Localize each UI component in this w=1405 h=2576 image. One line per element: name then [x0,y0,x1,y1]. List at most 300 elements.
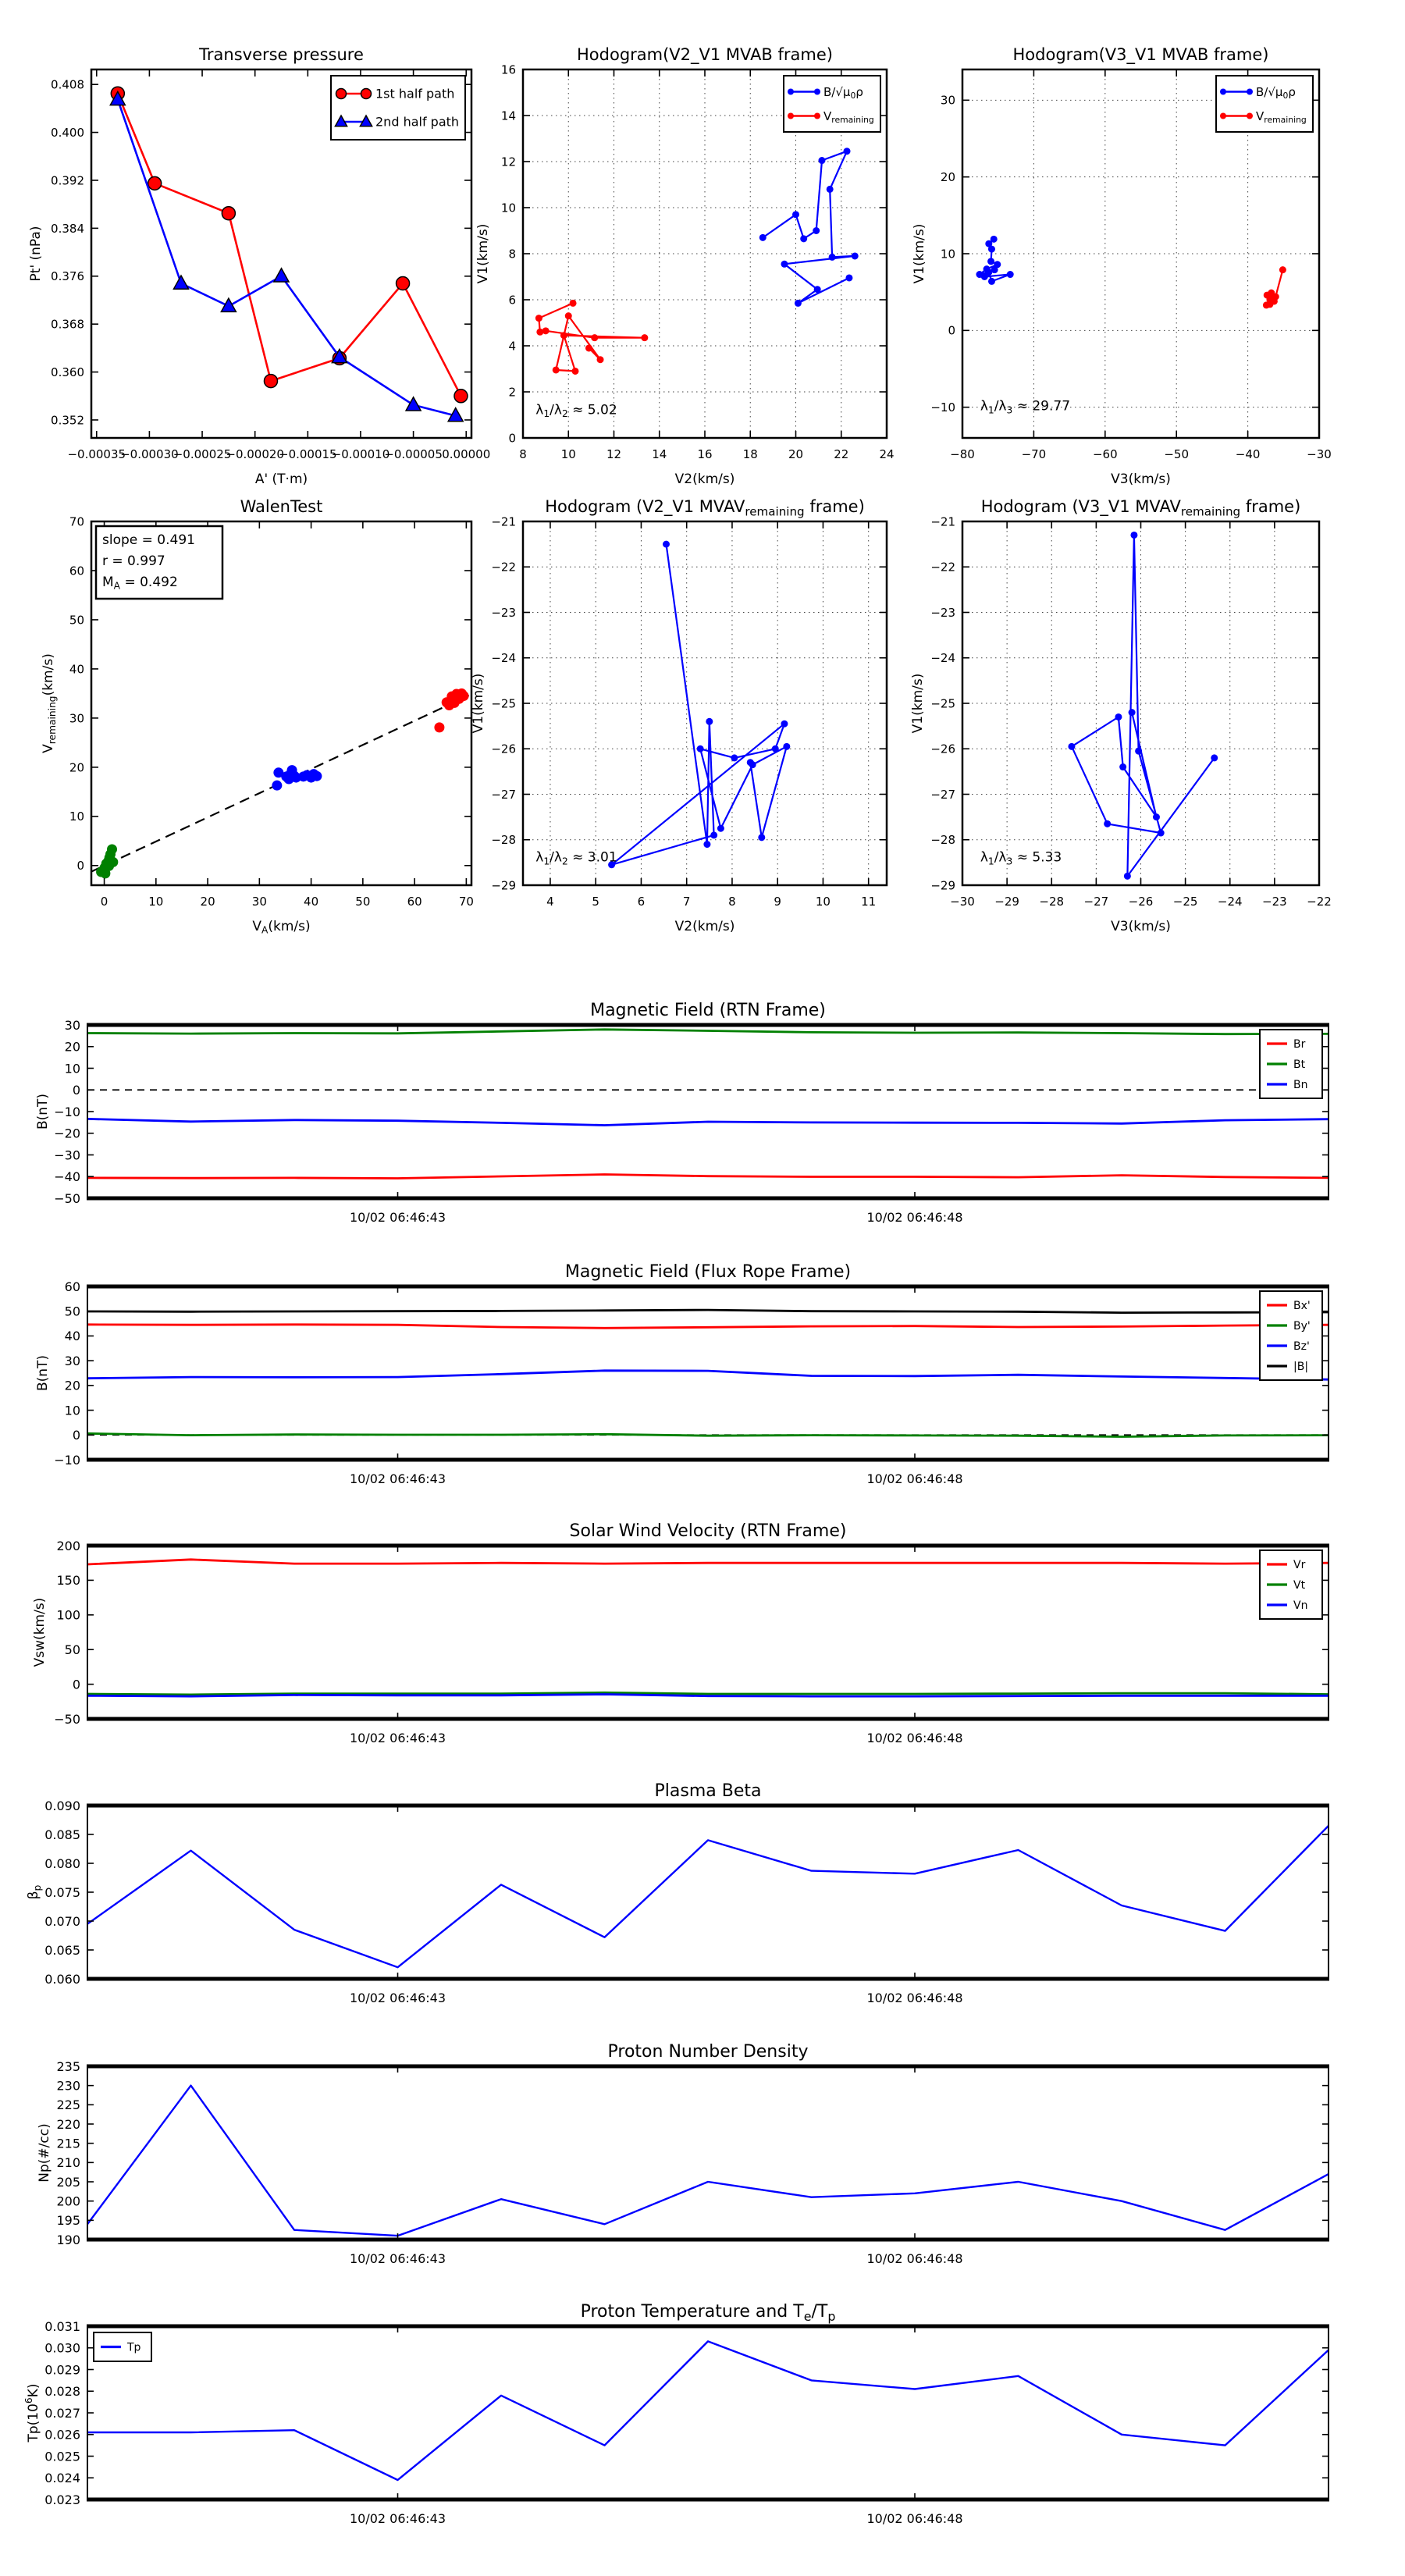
series-Bz' [87,1371,1329,1379]
y-tick-label: −23 [491,605,516,620]
series-marker [813,227,820,234]
series-marker [697,745,704,753]
y-axis-label: B(nT) [35,1354,51,1392]
y-tick-label: 200 [56,1538,80,1553]
x-tick-label: 50 [355,895,371,909]
y-tick-label: 0.029 [44,2362,80,2378]
y-tick-label: 0.400 [51,125,84,140]
y-tick-label: 0.360 [51,365,84,379]
y-tick-label: 190 [56,2232,80,2247]
legend-label: 1st half path [375,86,455,101]
series-marker [663,541,670,548]
x-tick-label: 30 [251,895,267,909]
series-marker [311,771,322,781]
x-axis-label: V2(km/s) [674,919,735,934]
chart-proton-number-density [37,2042,1329,2266]
series-beta p [87,1826,1329,1967]
series-marker [542,327,550,334]
stats-line: r = 0.997 [102,553,165,569]
series-marker [565,312,572,319]
series-marker [795,300,802,307]
x-tick-label: −0.00025 [173,447,232,461]
series-marker [706,718,713,725]
chart-title: Proton Number Density [607,2042,809,2062]
x-tick-label: 22 [834,447,849,461]
chart-hodogram-v2v1-mvab [475,45,895,487]
y-tick-label: 10 [500,201,516,215]
y-tick-label: 210 [56,2155,80,2171]
legend-label: Br [1293,1037,1306,1051]
chart-title: Magnetic Field (Flux Rope Frame) [564,1262,852,1282]
y-tick-label: 0 [76,859,84,873]
x-tick-label: 10/02 06:46:43 [349,1210,446,1225]
x-tick-label: 10 [148,895,164,909]
y-tick-label: −27 [491,787,516,802]
series-marker [829,254,836,261]
x-tick-label: 5 [592,895,599,909]
x-tick-label: −30 [950,895,975,909]
y-tick-label: 0 [948,323,955,338]
y-tick-label: 230 [56,2078,80,2094]
legend-label: $V_{remaining}$ [1256,109,1307,126]
axes-frame [87,1025,1329,1198]
x-tick-label: 18 [742,447,758,461]
series-marker [1124,873,1131,880]
series-marker [991,266,998,273]
y-tick-label: −20 [54,1126,80,1141]
y-tick-label: 150 [56,1573,80,1589]
y-tick-label: 0.352 [51,413,84,428]
y-tick-label: 14 [500,109,516,123]
legend-marker [1247,113,1253,119]
y-tick-label: 0.024 [44,2471,80,2486]
legend-label: |B| [1293,1360,1309,1373]
series-marker [981,273,988,280]
series-marker [553,366,560,373]
x-tick-label: −22 [1307,895,1332,909]
series-marker [591,334,598,341]
x-axis-label: $V_A(km/s)$ [252,919,311,936]
chart-title: Hodogram(V2_V1 MVAB frame) [577,45,833,64]
y-tick-label: 0.065 [44,1942,80,1958]
series-marker [987,258,994,265]
y-tick-label: 30 [940,93,955,108]
series-marker [406,397,421,411]
y-tick-label: −22 [491,560,516,575]
legend-marker [814,113,820,119]
x-tick-label: 40 [304,895,319,909]
y-tick-label: 205 [56,2174,80,2190]
chart-title: Plasma Beta [654,1781,762,1801]
legend-marker [788,113,794,119]
series-marker [792,211,799,218]
series-Bx' [87,1325,1329,1329]
series-marker [827,186,834,193]
series-Tp [87,2341,1329,2480]
series-marker [535,315,542,322]
series-marker [222,207,235,220]
chart-hodogram-v3v1-mvav [910,497,1332,934]
y-tick-label: 0.030 [44,2340,80,2356]
y-axis-label: $Tp(10^6K)$ [23,2383,41,2443]
y-tick-label: 225 [56,2097,80,2113]
series-marker [173,276,188,289]
y-tick-label: 0.027 [44,2405,80,2421]
x-tick-label: −24 [1217,895,1243,909]
y-tick-label: 0.075 [44,1884,80,1900]
y-tick-label: 50 [69,613,84,628]
x-tick-label: −28 [1039,895,1065,909]
y-tick-label: 0.368 [51,317,84,332]
series-marker [1068,743,1075,750]
x-tick-label: 0.00000 [442,447,491,461]
x-axis-label: V2(km/s) [674,471,735,487]
y-tick-label: 20 [64,1039,80,1055]
y-tick-label: 0.026 [44,2427,80,2443]
y-tick-label: 0.031 [44,2318,80,2334]
hodogram-v2v1-mvav-plot [471,497,887,934]
hodogram-v3v1-mvab-plot [912,45,1332,487]
series-marker [988,278,995,285]
series-marker [1007,271,1014,278]
chart-title: Hodogram (V3_V1 $MVAV_{remaining}$ frame) [980,497,1301,519]
legend-box [1260,1291,1322,1380]
chart-title: Transverse pressure [199,45,364,64]
y-tick-label: 60 [69,564,84,578]
y-tick-label: −23 [930,605,955,620]
y-axis-label: Vsw(km/s) [32,1597,48,1667]
y-tick-label: 20 [940,170,955,185]
y-tick-label: 70 [69,514,84,529]
x-tick-label: −25 [1172,895,1198,909]
x-tick-label: −70 [1021,447,1047,461]
chart-walen-test [41,497,474,936]
hodogram-v2v1-mvab-plot [475,45,895,487]
x-tick-label: 10/02 06:46:48 [866,2511,963,2526]
chart-title: Magnetic Field (RTN Frame) [590,1001,826,1020]
lambda-annotation: $\lambda_1/\lambda_2 \approx 3.01$ [535,849,617,867]
y-tick-label: −26 [930,742,955,756]
y-axis-label: V1(km/s) [912,223,927,284]
y-tick-label: 40 [64,1329,80,1344]
x-tick-label: 6 [637,895,646,909]
y-tick-label: 50 [64,1642,80,1657]
series-marker [585,344,592,351]
series-marker [1104,820,1111,827]
y-tick-label: 0 [72,1428,80,1443]
x-tick-label: 12 [606,447,622,461]
x-axis-label: V3(km/s) [1111,919,1171,934]
series-marker [703,841,710,848]
y-axis-label: $\beta_p$ [26,1884,43,1900]
x-tick-label: −23 [1262,895,1287,909]
legend-label: $V_{remaining}$ [823,109,874,126]
chart-title: WalenTest [240,497,323,516]
x-tick-label: −30 [1307,447,1332,461]
solar-wind-velocity-plot [32,1521,1329,1745]
series-marker [641,334,648,341]
y-tick-label: −21 [930,514,955,529]
legend-box [94,2332,151,2361]
y-tick-label: −10 [930,400,955,415]
series-Np [87,2086,1329,2236]
y-axis-label: Np(#/cc) [37,2123,52,2183]
x-tick-label: 20 [788,447,804,461]
y-tick-label: −22 [930,560,955,575]
y-tick-label: −24 [930,651,955,666]
series-marker [570,300,577,307]
legend-box [1260,1550,1322,1619]
x-tick-label: 4 [546,895,554,909]
y-tick-label: 30 [64,1353,80,1368]
legend-marker [336,89,347,99]
series-|B| [87,1310,1329,1313]
y-tick-label: 100 [56,1607,80,1623]
series-marker [434,722,444,732]
x-tick-label: 9 [774,895,781,909]
legend-box [784,76,880,132]
x-tick-label: 7 [682,895,691,909]
x-tick-label: −50 [1164,447,1190,461]
chart-hodogram-v2v1-mvav [471,497,887,934]
x-tick-label: 10/02 06:46:43 [349,2251,446,2266]
x-tick-label: −0.00020 [226,447,284,461]
x-tick-label: −0.00005 [384,447,443,461]
y-tick-label: −50 [54,1711,80,1727]
y-tick-label: 10 [69,809,84,824]
series-marker [781,261,788,268]
proton-temperature-plot [23,2302,1329,2526]
series-Bn [87,1119,1329,1125]
y-tick-label: 0 [72,1677,80,1692]
y-axis-label: $V_{remaining}(km/s)$ [41,653,58,753]
legend-marker [788,89,794,95]
y-tick-label: 10 [64,1061,80,1076]
legend-label: Tp [127,2341,141,2354]
y-tick-label: 8 [508,247,516,262]
x-tick-label: 11 [861,895,877,909]
x-tick-label: 10 [815,895,831,909]
y-tick-label: −28 [491,833,516,848]
y-tick-label: 4 [508,339,516,354]
magnetic-field-fluxrope-plot [35,1262,1329,1486]
legend-marker [814,89,820,95]
x-tick-label: 8 [728,895,736,909]
series-marker [844,148,851,155]
y-tick-label: 60 [64,1279,80,1294]
y-tick-label: 0.085 [44,1827,80,1842]
chart-plasma-beta [26,1781,1329,2005]
x-axis-label: V3(km/s) [1111,471,1171,487]
x-tick-label: −0.00010 [331,447,390,461]
series-marker [988,246,995,253]
series-V remaining hodogram [612,544,787,865]
y-tick-label: 50 [64,1304,80,1319]
series-marker [852,252,859,259]
y-axis-label: V1(km/s) [475,223,491,284]
legend-box [331,76,465,140]
series-marker [454,390,468,403]
series-marker [1130,532,1137,539]
y-tick-label: −10 [54,1104,80,1119]
x-tick-label: 16 [697,447,713,461]
y-tick-label: 0.070 [44,1913,80,1929]
legend-label: Bn [1293,1078,1308,1091]
y-tick-label: 10 [64,1403,80,1418]
y-tick-label: 0.025 [44,2449,80,2464]
series-marker [397,276,410,290]
y-tick-label: 0.090 [44,1798,80,1813]
series-V remaining hodogram [1072,535,1215,877]
series-marker [783,743,790,750]
x-tick-label: −27 [1083,895,1109,909]
series-Bt [87,1030,1329,1034]
chart-hodogram-v3v1-mvab [912,45,1332,487]
chart-title: Hodogram (V2_V1 $MVAV_{remaining}$ frame) [545,497,865,519]
chart-title: Hodogram(V3_V1 MVAB frame) [1012,45,1269,64]
x-tick-label: 10/02 06:46:48 [866,2251,963,2266]
series-marker [560,332,567,339]
x-tick-label: 10 [560,447,576,461]
series-marker [814,286,821,293]
y-tick-label: 30 [64,1017,80,1033]
series-marker [1272,294,1279,301]
series-marker [1211,754,1218,761]
y-tick-label: −29 [930,878,955,893]
legend-label: Vr [1293,1558,1306,1571]
series-marker [758,834,765,841]
legend-label: 2nd half path [375,114,460,130]
chart-solar-wind-velocity [32,1521,1329,1745]
x-tick-label: −0.00015 [279,447,337,461]
chart-title: Solar Wind Velocity (RTN Frame) [569,1521,847,1541]
x-tick-label: −0.00035 [67,447,126,461]
legend-label: $B/√\mu_0\rho$ [823,84,863,101]
axes-frame [87,2326,1329,2500]
y-tick-label: 10 [940,247,955,262]
y-tick-label: −28 [930,833,955,848]
series-marker [1135,748,1142,755]
series-marker [781,720,788,728]
x-tick-label: −80 [950,447,975,461]
y-tick-label: 30 [69,711,84,726]
x-tick-label: 10/02 06:46:48 [866,1210,963,1225]
x-tick-label: −26 [1128,895,1154,909]
series-marker [1158,830,1165,837]
y-tick-label: 220 [56,2116,80,2132]
series-marker [274,269,289,282]
x-tick-label: 10/02 06:46:43 [349,1471,446,1486]
y-tick-label: −27 [930,787,955,802]
y-axis-label: V1(km/s) [471,673,486,734]
y-tick-label: 16 [500,62,516,77]
x-tick-label: 70 [458,895,474,909]
legend-marker [361,89,372,99]
y-tick-label: 0 [508,431,516,446]
y-tick-label: −21 [491,514,516,529]
x-tick-label: 20 [200,895,215,909]
y-tick-label: 195 [56,2213,80,2229]
series-marker [747,759,754,766]
series-marker [571,368,578,375]
y-tick-label: 6 [508,293,516,308]
y-tick-label: 0.376 [51,269,84,284]
series-marker [459,691,469,701]
series-marker [1279,266,1286,273]
series-marker [106,856,116,866]
series-marker [772,745,779,753]
y-tick-label: −50 [54,1190,80,1206]
legend-box [1260,1030,1322,1098]
legend-label: By' [1293,1319,1311,1332]
y-tick-label: −26 [491,742,516,756]
series-marker [759,234,767,241]
series-marker [1153,813,1160,820]
legend-label: Bt [1293,1058,1306,1071]
legend-box [1216,76,1313,132]
y-tick-label: −25 [930,696,955,711]
y-tick-label: 0 [72,1083,80,1098]
lambda-annotation: $\lambda_1/\lambda_2 \approx 5.02$ [535,402,617,420]
x-tick-label: 14 [652,447,667,461]
legend-label: Vt [1293,1578,1306,1592]
x-tick-label: 10/02 06:46:43 [349,1991,446,2005]
proton-number-density-plot [37,2042,1329,2266]
series-marker [221,298,236,311]
y-tick-label: 2 [508,385,516,400]
chart-magnetic-field-rtn [35,1001,1329,1225]
magnetic-field-rtn-plot [35,1001,1329,1225]
y-tick-label: 20 [64,1378,80,1393]
y-tick-label: −29 [491,878,516,893]
x-axis-label: A' (T·m) [254,471,308,487]
y-tick-label: 200 [56,2194,80,2209]
axes-frame [87,1806,1329,1979]
x-tick-label: −29 [994,895,1019,909]
y-tick-label: 0.408 [51,77,84,92]
stats-line: $M_A = 0.492$ [102,575,178,592]
y-tick-label: 0.080 [44,1856,80,1871]
series-marker [845,274,852,281]
hodogram-v3v1-mvav-plot [910,497,1332,934]
series-2nd half path [118,99,456,415]
walen-test-plot [41,497,474,936]
y-tick-label: 0.392 [51,173,84,188]
y-tick-label: −24 [491,651,516,666]
y-tick-label: −30 [54,1147,80,1163]
y-tick-label: 40 [69,662,84,677]
axes-frame [87,2066,1329,2240]
legend-marker [1220,113,1226,119]
x-tick-label: 10/02 06:46:48 [866,1991,963,2005]
stats-line: slope = 0.491 [102,532,195,548]
x-tick-label: 10/02 06:46:43 [349,1731,446,1745]
x-tick-label: 10/02 06:46:48 [866,1731,963,1745]
series-marker [1115,713,1122,720]
series-marker [100,868,110,878]
y-tick-label: −25 [491,696,516,711]
legend-marker [1247,89,1253,95]
series-marker [717,825,724,832]
chart-proton-temperature [23,2302,1329,2526]
y-axis-label: V1(km/s) [910,673,926,734]
lambda-annotation: $\lambda_1/\lambda_3 \approx 5.33$ [980,849,1062,867]
stats-box [96,526,222,599]
y-tick-label: 235 [56,2058,80,2074]
y-axis-label: Pt' (nPa) [28,226,44,282]
x-tick-label: −40 [1235,447,1261,461]
chart-title: Proton Temperature and $T_e/T_p$ [580,2302,836,2324]
